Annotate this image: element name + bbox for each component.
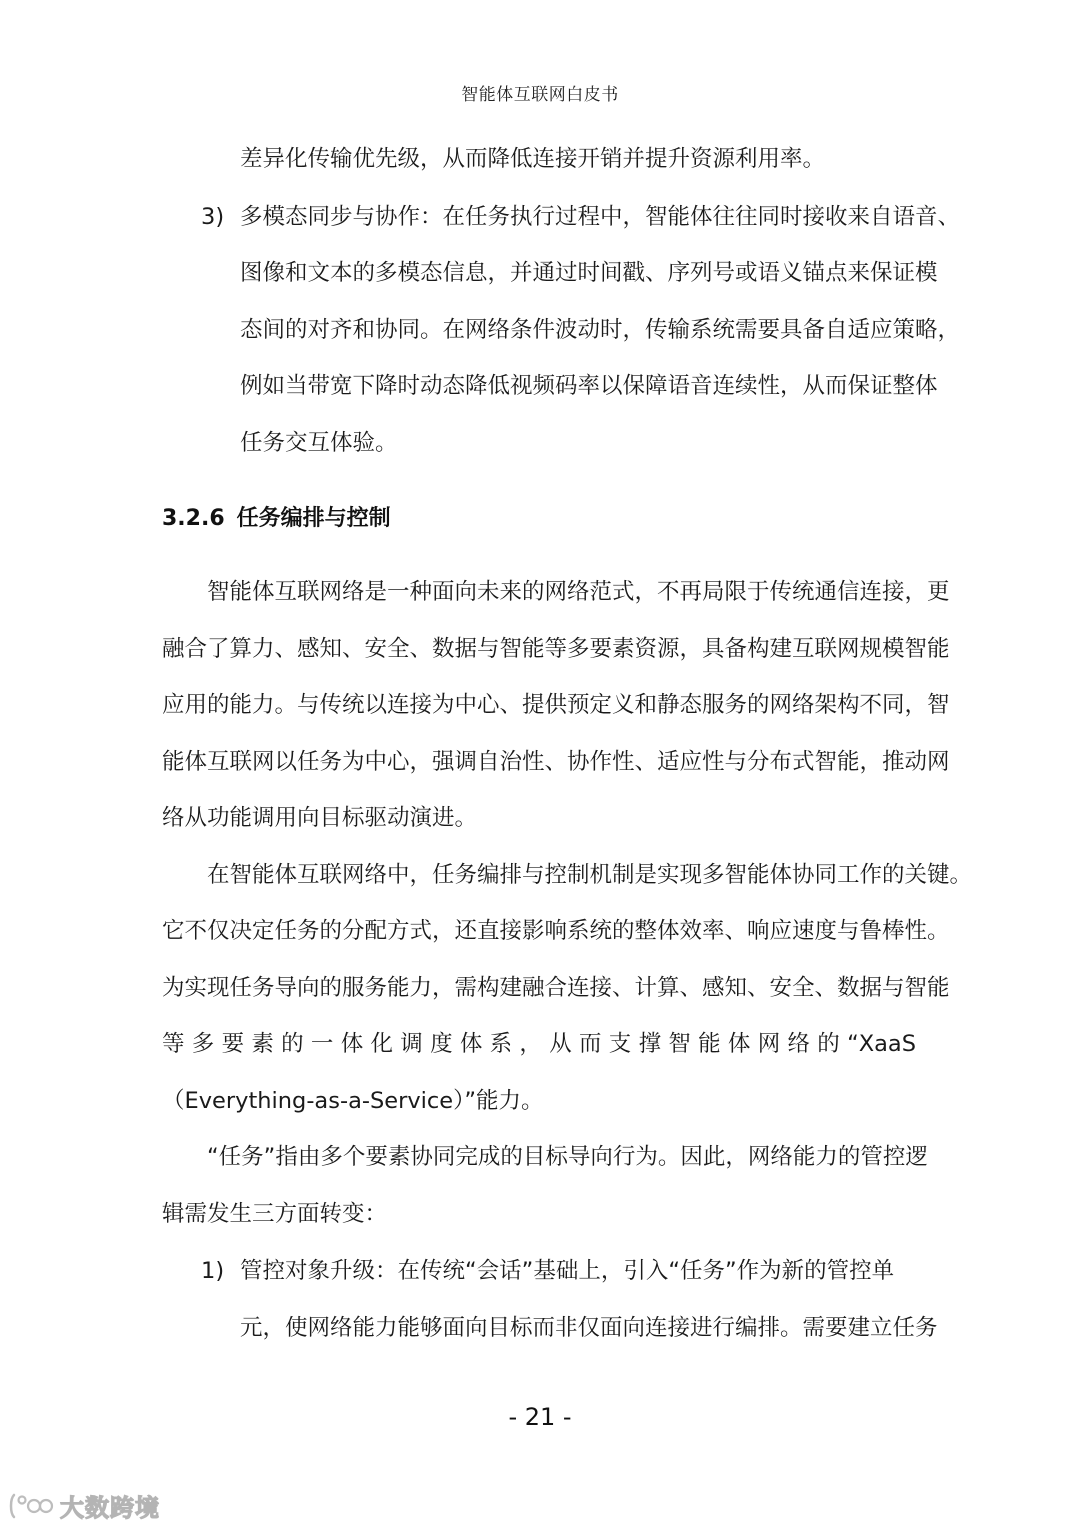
list-item-number: 3) xyxy=(201,204,225,230)
paragraph-line: 它不仅决定任务的分配方式，还直接影响系统的整体效率、响应速度与鲁棒性。 xyxy=(162,918,950,944)
paragraph-line-justified: 等多要素的一体化调度体系，从而支撑智能体网络的“XaaS xyxy=(162,1031,916,1057)
list-item-number: 1) xyxy=(201,1258,225,1284)
paragraph-line: “任务”指由多个要素协同完成的目标导向行为。因此，网络能力的管控逻 xyxy=(207,1144,928,1170)
section-title: 任务编排与控制 xyxy=(236,506,391,531)
paragraph-line: 在智能体互联网络中，任务编排与控制机制是实现多智能体协同工作的关键。 xyxy=(207,862,973,888)
paragraph-line: （Everything-as-a-Service）”能力。 xyxy=(162,1088,544,1114)
paragraph-line: 为实现任务导向的服务能力，需构建融合连接、计算、感知、安全、数据与智能 xyxy=(162,975,950,1001)
document-header-title: 智能体互联网白皮书 xyxy=(461,85,619,105)
paragraph-line: 智能体互联网络是一种面向未来的网络范式，不再局限于传统通信连接，更 xyxy=(207,579,950,605)
paragraph-line: 融合了算力、感知、安全、数据与智能等多要素资源，具备构建互联网规模智能 xyxy=(162,636,950,662)
paragraph-line: 应用的能力。与传统以连接为中心、提供预定义和静态服务的网络架构不同，智 xyxy=(162,692,950,718)
section-number: 3.2.6 xyxy=(162,506,225,531)
section-heading xyxy=(162,504,391,534)
watermark xyxy=(8,1488,160,1523)
list-item-line: 元，使网络能力能够面向目标而非仅面向连接进行编排。需要建立任务 xyxy=(240,1315,938,1341)
paragraph-line: 辑需发生三方面转变： xyxy=(162,1201,388,1227)
list-item-line: 图像和文本的多模态信息，并通过时间戳、序列号或语义锚点来保证模 xyxy=(240,260,938,286)
page-number: - 21 - xyxy=(508,1403,572,1431)
list-item-line: 管控对象升级：在传统“会话”基础上，引入“任务”作为新的管控单 xyxy=(240,1258,895,1284)
watermark-text: 大数跨境 xyxy=(60,1494,160,1522)
paragraph-line: 络从功能调用向目标驱动演进。 xyxy=(162,805,478,831)
list-item-line: 态间的对齐和协同。在网络条件波动时，传输系统需要具备自适应策略， xyxy=(240,317,961,343)
watermark-logo-icon xyxy=(8,1491,54,1521)
list-item-line: 任务交互体验。 xyxy=(240,430,398,456)
list-item-line: 多模态同步与协作：在任务执行过程中，智能体往往同时接收来自语音、 xyxy=(240,204,961,230)
list-item-continuation: 差异化传输优先级，从而降低连接开销并提升资源利用率。 xyxy=(240,146,826,172)
paragraph-line: 能体互联网以任务为中心，强调自治性、协作性、适应性与分布式智能，推动网 xyxy=(162,749,950,775)
list-item-line: 例如当带宽下降时动态降低视频码率以保障语音连续性，从而保证整体 xyxy=(240,373,938,399)
